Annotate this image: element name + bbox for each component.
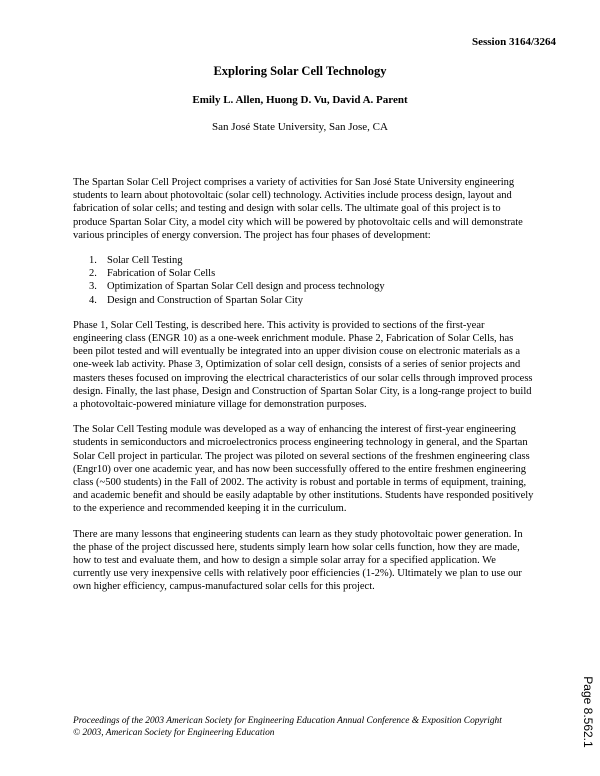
list-item-number: 4. — [89, 294, 97, 306]
paper-body — [73, 176, 535, 606]
footer-copyright: © 2003, American Society for Engineering Education — [73, 728, 275, 738]
list-item-text: Optimization of Spartan Solar Cell design and process technology — [107, 281, 385, 293]
page-stamp: Page 8.562.1 — [581, 676, 595, 748]
list-item — [89, 267, 535, 280]
list-item — [89, 294, 535, 307]
list-item-number: 3. — [89, 281, 97, 293]
list-item — [89, 254, 535, 267]
phase-description-paragraph: Phase 1, Solar Cell Testing, is described here. This activity is provided to sections of the first-year engineering class (ENGR 10) as a one-week enrichment module. Phase 2, Fabrication of Solar Cells, has been pilot tested and will eventually be integrated into an upper division couse on electronic materials as a one-week lab activity. Phase 3, Optimization of solar cell design, consists of a series of senior projects and masters theses focused on improving the electrical characteristics of our solar cells through improved process design. Finally, the last phase, Design and Construction of Spartan Solar City, is a long-range project to build a photovoltaic-powered miniature village for demonstration purposes. — [73, 319, 533, 411]
list-item — [89, 280, 535, 293]
footer-proceedings: Proceedings of the 2003 American Society for Engineering Education Annual Conference & Exposition Copyright — [73, 716, 502, 726]
affiliation: San José State University, San Jose, CA — [212, 121, 388, 133]
list-item-number: 1. — [89, 255, 97, 267]
paper-title: Exploring Solar Cell Technology — [213, 64, 387, 78]
phase-list — [73, 254, 535, 307]
list-item-text: Fabrication of Solar Cells — [107, 268, 216, 280]
session-number: Session 3164/3264 — [471, 36, 556, 48]
footer — [73, 715, 543, 739]
author-list: Emily L. Allen, Huong D. Vu, David A. Parent — [192, 94, 408, 106]
list-item-text: Solar Cell Testing — [107, 255, 183, 267]
list-item-number: 2. — [89, 268, 97, 280]
module-paragraph: The Solar Cell Testing module was developed as a way of enhancing the interest of first-year engineering students in semiconductors and microelectronics process engineering technology in general, and the Spartan Solar Cell project in particular. The project was piloted on several sections of the freshmen engineering class (Engr10) over one academic year, and has now been successfully offered to the entire freshmen engineering class (~500 students) in the Fall of 2002. The activity is robust and portable in terms of equipment, training, and academic benefit and should be easily adaptable by other institutions. Students have responded positively to the experience and recommended keeping it in the curriculum. — [73, 424, 534, 515]
lessons-paragraph: There are many lessons that engineering students can learn as they study photovoltaic power generation. In the phase of the project discussed here, students simply learn how solar cells function, how they are made, how to test and evaluate them, and how to design a simple solar array for a specified application. We currently use very inexpensive cells with relatively poor efficiencies (1-2%). Ultimately we plan to use our own higher efficiency, campus-manufactured solar cells for this project. — [73, 528, 523, 593]
intro-paragraph: The Spartan Solar Cell Project comprises a variety of activities for San José State University engineering students to learn about photovoltaic (solar cell) technology. Activities include process design, layout and fabrication of solar cells; and testing and design with solar cells. The ultimate goal of this project is to produce Spartan Solar City, a model city which will be powered by photovoltaic cells and will demonstrate various principles of energy conversion. The project has four phases of development: — [73, 177, 523, 241]
list-item-text: Design and Construction of Spartan Solar City — [107, 294, 303, 306]
